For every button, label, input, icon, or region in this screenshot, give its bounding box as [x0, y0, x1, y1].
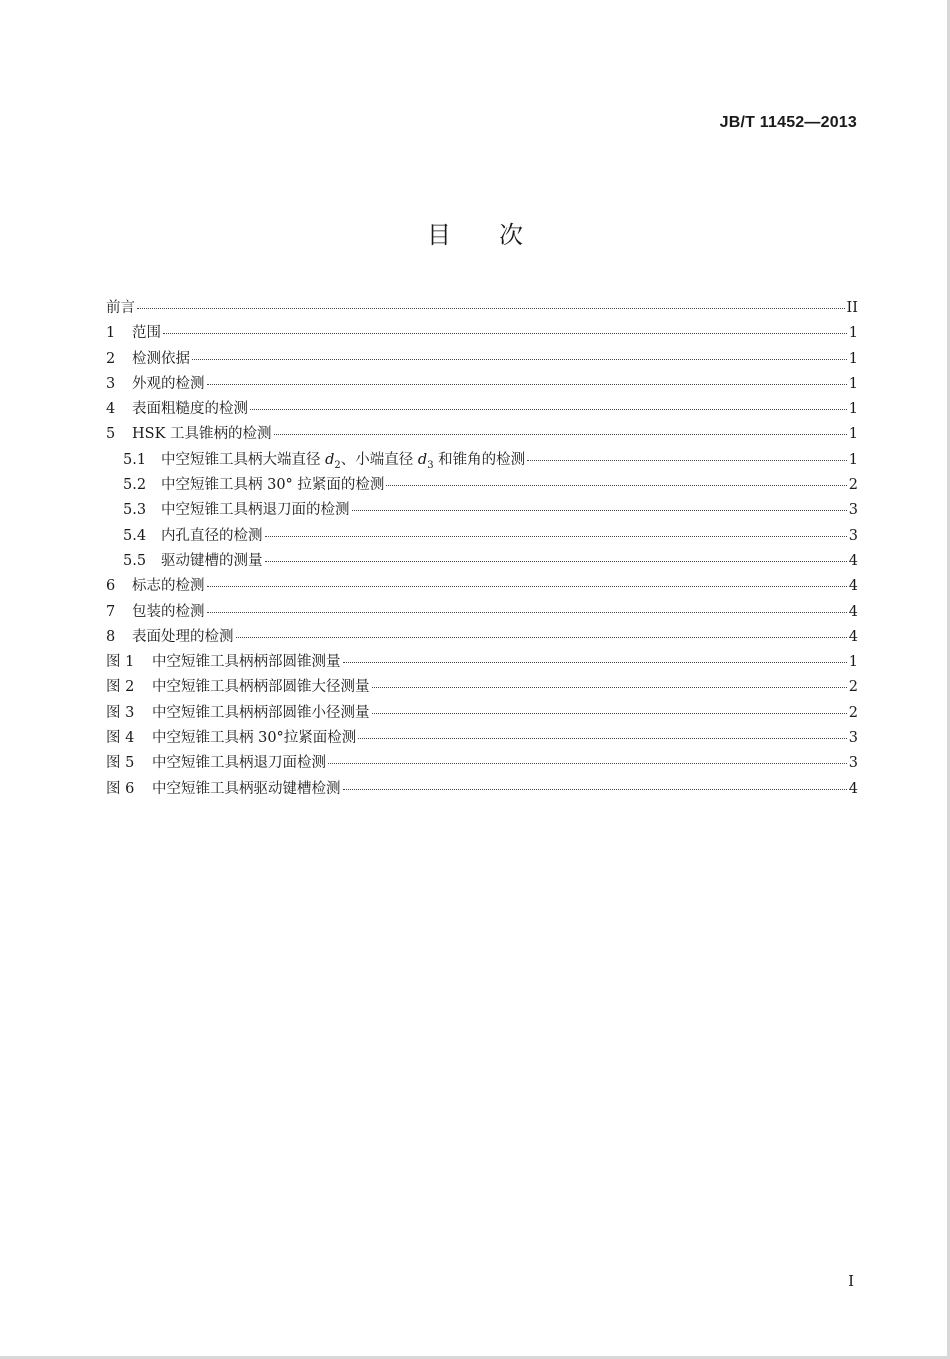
toc-entry-chapter-5[interactable] [106, 422, 858, 447]
toc-entry-figure-5[interactable] [106, 751, 858, 776]
toc-entry-chapter-7[interactable] [106, 600, 858, 625]
toc-entry-label: HSK 工具锥柄的检测 [132, 426, 272, 443]
toc-entry-figure-6[interactable] [106, 777, 858, 802]
toc-entry-page: 4 [848, 603, 858, 620]
toc-entry-number: 图 5 [106, 755, 135, 772]
label-text-part: 中空短锥工具柄大端直径 [161, 451, 326, 468]
toc-leader-dots [372, 713, 847, 714]
toc-leader-dots [372, 687, 847, 688]
toc-entry-page: 4 [848, 780, 858, 797]
toc-entry-number: 5.1 [123, 451, 147, 468]
toc-entry-chapter-1[interactable] [106, 321, 858, 346]
toc-entry-page: 1 [848, 451, 858, 468]
toc-leader-dots [527, 460, 847, 461]
toc-entry-chapter-4[interactable] [106, 397, 858, 422]
toc-leader-dots [163, 333, 847, 334]
toc-entry-page: 3 [848, 527, 858, 544]
toc-entry-chapter-2[interactable] [106, 347, 858, 372]
toc-entry-label: 检测依据 [132, 350, 190, 367]
toc-leader-dots [343, 789, 847, 790]
toc-entry-label: 中空短锥工具柄退刀面的检测 [161, 502, 350, 519]
symbol-d2: d [325, 451, 335, 468]
standard-code: JB/T 11452—2013 [719, 114, 857, 131]
toc-entry-page: 2 [848, 477, 858, 494]
toc-entry-label: 中空短锥工具柄柄部圆锥大径测量 [152, 679, 370, 696]
toc-entry-number: 5.2 [123, 477, 147, 494]
toc-leader-dots [192, 359, 847, 360]
toc-entry-label: 外观的检测 [132, 375, 205, 392]
toc-entry-page: 1 [848, 350, 858, 367]
toc-entry-label: 表面粗糙度的检测 [132, 401, 248, 418]
toc-entry-number: 5.5 [123, 552, 147, 569]
toc-entry-number: 图 6 [106, 780, 135, 797]
symbol-d3: d [417, 451, 428, 468]
toc-entry-label: 前言 [106, 300, 135, 316]
label-text-part: 、小端直径 [340, 451, 418, 468]
toc-entry-figure-4[interactable] [106, 726, 858, 751]
toc-entry-label: 表面处理的检测 [132, 628, 234, 645]
toc-entry-label: 中空短锥工具柄柄部圆锥测量 [152, 654, 341, 671]
toc-entry-page: II [846, 300, 858, 316]
toc-entry-figure-3[interactable] [106, 701, 858, 726]
page-number: I [848, 1272, 854, 1290]
toc-entry-label: 中空短锥工具柄 30° 拉紧面的检测 [161, 477, 385, 494]
toc-entry-figure-2[interactable] [106, 675, 858, 700]
toc-leader-dots [386, 485, 846, 486]
toc-entry-page: 1 [848, 654, 858, 671]
toc-entry-label: 标志的检测 [132, 578, 205, 595]
toc-leader-dots [265, 561, 847, 562]
toc-entry-label: 中空短锥工具柄柄部圆锥小径测量 [152, 704, 370, 721]
toc-entry-label: 中空短锥工具柄 30°拉紧面检测 [152, 730, 357, 747]
toc-entry-page: 1 [848, 426, 858, 443]
toc-entry-number: 图 1 [106, 654, 135, 671]
toc-entry-number: 图 3 [106, 704, 135, 721]
toc-entry-section-5-5[interactable] [106, 549, 858, 574]
toc-entry-number: 5.3 [123, 502, 147, 519]
toc-entry-page: 3 [848, 730, 858, 747]
toc-leader-dots [343, 662, 847, 663]
toc-entry-figure-1[interactable] [106, 650, 858, 675]
toc-leader-dots [274, 434, 847, 435]
toc-entry-number: 7 [106, 603, 116, 620]
toc-entry-section-5-2[interactable] [106, 473, 858, 498]
toc-entry-chapter-3[interactable] [106, 372, 858, 397]
toc-leader-dots [358, 738, 846, 739]
toc-entry-section-5-1[interactable] [106, 448, 858, 473]
toc-entry-preface[interactable] [106, 296, 858, 321]
toc-entry-number: 8 [106, 628, 116, 645]
toc-entry-page: 1 [848, 401, 858, 418]
toc-entry-page: 3 [848, 755, 858, 772]
toc-entry-page: 4 [848, 578, 858, 595]
toc-entry-number: 6 [106, 578, 116, 595]
toc-entry-number: 2 [106, 350, 116, 367]
toc-entry-label: 中空短锥工具柄驱动键槽检测 [152, 780, 341, 797]
toc-entry-page: 2 [848, 679, 858, 696]
toc-entry-section-5-3[interactable] [106, 498, 858, 523]
toc-entry-label: 范围 [132, 325, 161, 342]
toc-leader-dots [207, 586, 847, 587]
toc-entry-number: 5.4 [123, 527, 147, 544]
toc-entry-label: 内孔直径的检测 [161, 527, 263, 544]
toc-leader-dots [265, 536, 847, 537]
toc-entry-page: 4 [848, 552, 858, 569]
symbol-d2-subscript: 2 [334, 459, 341, 471]
toc-entry-number: 图 4 [106, 730, 135, 747]
toc-entry-label: 中空短锥工具柄退刀面检测 [152, 755, 326, 772]
toc-leader-dots [207, 612, 847, 613]
toc-leader-dots [250, 409, 847, 410]
toc-entry-number: 3 [106, 375, 116, 392]
toc-entry-number: 1 [106, 325, 116, 342]
toc-leader-dots [352, 510, 847, 511]
label-text-part: 和锥角的检测 [433, 451, 526, 468]
toc-entry-number: 5 [106, 426, 116, 443]
toc-entry-label: 包装的检测 [132, 603, 205, 620]
toc-entry-page: 2 [848, 704, 858, 721]
toc-leader-dots [328, 763, 847, 764]
table-of-contents [106, 296, 858, 802]
toc-entry-chapter-6[interactable] [106, 574, 858, 599]
symbol-d3-subscript: 3 [427, 459, 434, 471]
page-title: 目次 [427, 221, 571, 249]
toc-entry-section-5-4[interactable] [106, 524, 858, 549]
toc-leader-dots [207, 384, 847, 385]
toc-entry-chapter-8[interactable] [106, 625, 858, 650]
toc-entry-page: 1 [848, 325, 858, 342]
toc-entry-number: 4 [106, 401, 116, 418]
toc-entry-label: 驱动键槽的测量 [161, 552, 263, 569]
toc-leader-dots [236, 637, 847, 638]
toc-entry-page: 3 [848, 502, 858, 519]
toc-entry-page: 1 [848, 375, 858, 392]
toc-entry-page: 4 [848, 628, 858, 645]
toc-entry-number: 图 2 [106, 679, 135, 696]
toc-leader-dots [137, 308, 845, 309]
toc-entry-label [161, 448, 525, 471]
